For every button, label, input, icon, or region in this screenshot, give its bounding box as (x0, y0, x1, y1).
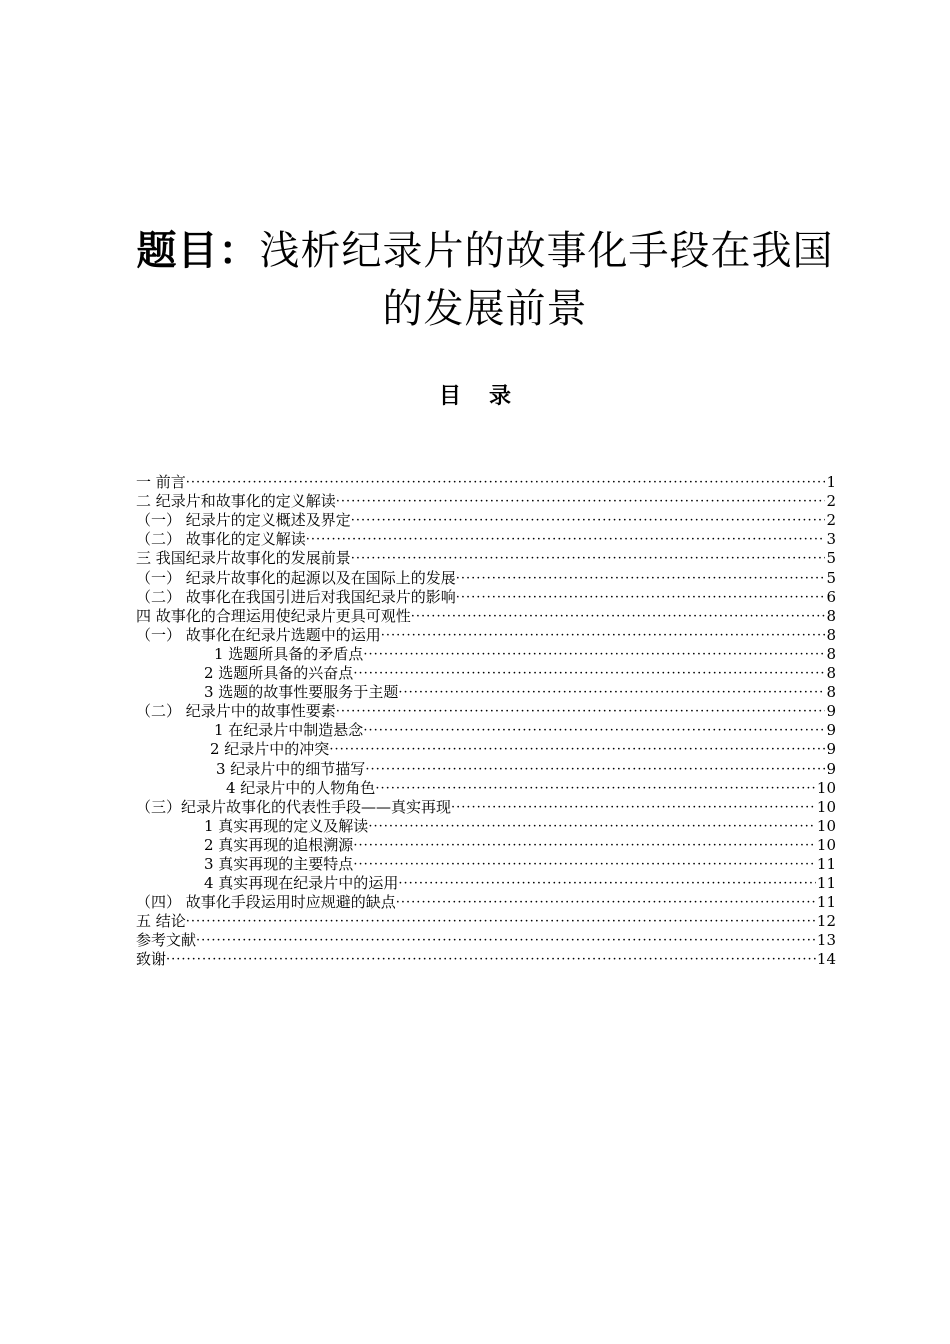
toc-entry-page: 1 (826, 473, 836, 492)
toc-entry-page: 10 (816, 835, 836, 854)
toc-dot-leader (186, 912, 816, 931)
toc-entry[interactable] (136, 607, 836, 626)
toc-entry-label: 3 纪录片中的细节描写 (216, 759, 366, 778)
toc-entry-page: 2 (826, 511, 836, 530)
toc-entry-label: （二） 故事化在我国引进后对我国纪录片的影响 (136, 587, 456, 606)
toc-entry-label: 3 真实再现的主要特点 (204, 854, 354, 873)
toc-entry-page: 6 (826, 587, 836, 606)
toc-entry[interactable] (136, 836, 836, 855)
toc-entry-page: 10 (816, 816, 836, 835)
toc-entry[interactable] (136, 798, 836, 817)
toc-dot-leader (375, 779, 816, 798)
toc-dot-leader (336, 702, 826, 721)
toc-entry-page: 9 (826, 721, 836, 740)
toc-entry[interactable] (136, 912, 836, 931)
title-prefix: 题目： (136, 228, 260, 274)
toc-dot-leader (196, 931, 816, 950)
toc-dot-leader (381, 626, 826, 645)
toc-entry[interactable] (136, 530, 836, 549)
toc-entry-label: 四 故事化的合理运用使纪录片更具可观性 (136, 606, 411, 625)
toc-entry[interactable] (136, 759, 836, 778)
toc-entry-label: 三 我国纪录片故事化的发展前景 (136, 549, 351, 568)
toc-entry-page: 11 (816, 854, 836, 873)
toc-dot-leader (353, 836, 816, 855)
toc-entry-page: 3 (826, 530, 836, 549)
toc-entry[interactable] (136, 473, 836, 492)
toc-entry[interactable] (136, 779, 836, 798)
toc-entry-page: 5 (826, 549, 836, 568)
toc-entry-page: 11 (816, 874, 836, 893)
toc-entry[interactable] (136, 702, 836, 721)
toc-entry[interactable] (136, 950, 836, 969)
toc-dot-leader (353, 855, 816, 874)
toc-dot-leader (456, 569, 826, 588)
toc-entry-label: 五 结论 (136, 912, 186, 931)
toc-entry[interactable] (136, 645, 836, 664)
toc-entry-label: 2 纪录片中的冲突 (210, 740, 330, 759)
toc-heading (0, 382, 950, 412)
toc-dot-leader (336, 492, 826, 511)
toc-entry-label: （二） 故事化的定义解读 (136, 530, 306, 549)
toc-entry-page: 9 (826, 702, 836, 721)
table-of-contents (136, 473, 836, 969)
toc-heading-char-1: 目 (438, 384, 461, 409)
toc-entry-page: 9 (826, 759, 836, 778)
toc-entry-label: 2 选题所具备的兴奋点 (204, 664, 354, 683)
toc-entry-page: 8 (826, 625, 836, 644)
toc-entry-page: 14 (816, 950, 836, 969)
toc-entry-page: 8 (826, 644, 836, 663)
toc-entry-label: （一） 纪录片故事化的起源以及在国际上的发展 (136, 568, 456, 587)
toc-dot-leader (398, 683, 825, 702)
toc-entry-page: 10 (816, 778, 836, 797)
toc-entry[interactable] (136, 740, 836, 759)
toc-entry-label: （一） 故事化在纪录片选题中的运用 (136, 625, 381, 644)
toc-dot-leader (166, 950, 816, 969)
toc-dot-leader (186, 473, 826, 492)
toc-entry-label: （四） 故事化手段运用时应规避的缺点 (136, 893, 396, 912)
toc-entry-page: 2 (826, 492, 836, 511)
toc-entry[interactable] (136, 683, 836, 702)
toc-entry[interactable] (136, 721, 836, 740)
toc-dot-leader (351, 549, 826, 568)
toc-entry[interactable] (136, 855, 836, 874)
toc-entry[interactable] (136, 931, 836, 950)
toc-dot-leader (351, 511, 826, 530)
toc-dot-leader (306, 530, 826, 549)
toc-entry-label: （一） 纪录片的定义概述及界定 (136, 511, 351, 530)
document-title (120, 222, 850, 338)
toc-dot-leader (451, 798, 816, 817)
toc-entry[interactable] (136, 874, 836, 893)
toc-entry-label: 参考文献 (136, 931, 197, 950)
toc-dot-leader (363, 721, 825, 740)
toc-entry[interactable] (136, 664, 836, 683)
toc-entry-label: 1 在纪录片中制造悬念 (214, 721, 364, 740)
toc-entry-label: 4 纪录片中的人物角色 (226, 778, 376, 797)
toc-dot-leader (368, 817, 816, 836)
toc-entry-page: 12 (816, 912, 836, 931)
toc-entry-label: 致谢 (136, 950, 167, 969)
toc-entry-label: 1 选题所具备的矛盾点 (214, 644, 364, 663)
toc-dot-leader (353, 664, 825, 683)
toc-dot-leader (411, 607, 826, 626)
title-main: 浅析纪录片的故事化手段在我国的发展前景 (259, 228, 834, 332)
toc-entry[interactable] (136, 893, 836, 912)
toc-entry-label: （三）纪录片故事化的代表性手段——真实再现 (136, 797, 452, 816)
toc-entry-page: 8 (826, 683, 836, 702)
toc-entry-page: 8 (826, 606, 836, 625)
toc-entry[interactable] (136, 549, 836, 568)
toc-entry[interactable] (136, 588, 836, 607)
toc-entry-label: 4 真实再现在纪录片中的运用 (204, 874, 399, 893)
toc-entry-label: 2 真实再现的追根溯源 (204, 835, 354, 854)
toc-entry-page: 9 (826, 740, 836, 759)
toc-entry[interactable] (136, 492, 836, 511)
toc-entry-label: 一 前言 (136, 473, 186, 492)
toc-entry[interactable] (136, 817, 836, 836)
toc-entry-label: 1 真实再现的定义及解读 (204, 816, 369, 835)
toc-entry[interactable] (136, 568, 836, 587)
toc-entry-label: （二） 纪录片中的故事性要素 (136, 702, 336, 721)
toc-entry-label: 二 纪录片和故事化的定义解读 (136, 492, 336, 511)
toc-dot-leader (329, 740, 825, 759)
toc-dot-leader (456, 588, 826, 607)
toc-dot-leader (363, 645, 825, 664)
toc-entry-page: 11 (816, 893, 836, 912)
toc-entry[interactable] (136, 626, 836, 645)
toc-entry-page: 13 (816, 931, 836, 950)
toc-entry-page: 5 (826, 568, 836, 587)
toc-dot-leader (398, 874, 816, 893)
toc-dot-leader (365, 760, 825, 779)
toc-entry-page: 10 (816, 797, 836, 816)
toc-entry-page: 8 (826, 664, 836, 683)
toc-heading-char-2: 录 (489, 384, 512, 409)
toc-entry[interactable] (136, 511, 836, 530)
toc-entry-label: 3 选题的故事性要服务于主题 (204, 683, 399, 702)
toc-dot-leader (396, 893, 816, 912)
